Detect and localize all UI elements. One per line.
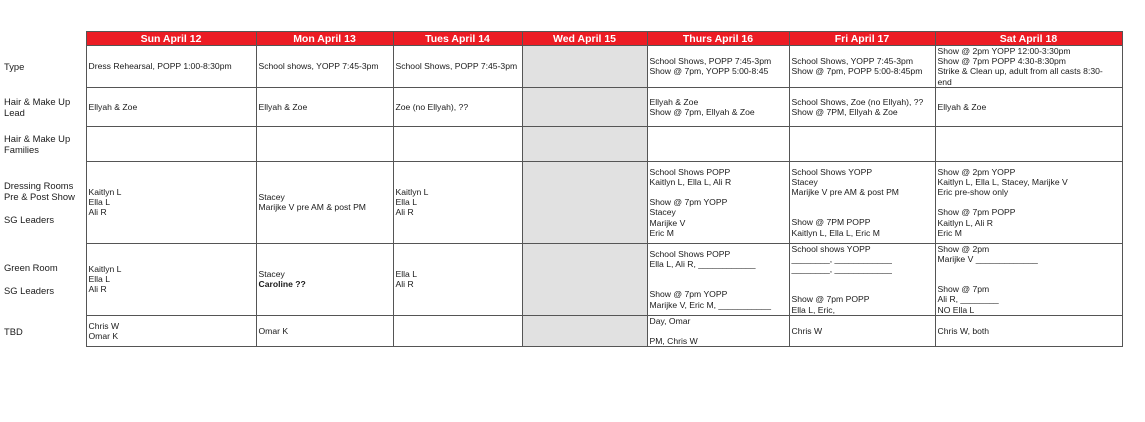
cell-line: Show @ 7pm POPP: [791, 294, 870, 305]
cell-line: Ali R: [395, 207, 414, 218]
cell-hair-sun: [86, 87, 256, 126]
row-label-type: [0, 46, 86, 88]
cell-spacer: [650, 326, 787, 336]
cell-hair-tue: [393, 87, 522, 126]
cell-hair-fri: [789, 87, 935, 126]
day-header-sun: Sun April 12: [86, 32, 256, 46]
cell-line: School Shows POPP: [649, 166, 731, 177]
cell-dress-wed: [522, 161, 647, 243]
cell-type-thu: [647, 46, 789, 88]
cell-green-wed: [522, 243, 647, 315]
row-label-green: [0, 243, 86, 315]
row-label-line: Families: [4, 143, 39, 155]
cell-spacer: [650, 269, 787, 279]
cell-line: Ali R, ________: [937, 294, 999, 305]
cell-tbd-mon: [256, 315, 393, 346]
cell-line: Marijke V: [649, 217, 686, 228]
cell-fam-tue: [393, 126, 522, 161]
row-label-tbd: [0, 315, 86, 346]
row-label-line: Hair & Make Up: [4, 132, 71, 144]
cell-line: Kaitlyn L, Ella L, Stacey, Marijke V: [937, 176, 1068, 187]
cell-green-sun: [86, 243, 256, 315]
cell-spacer: [938, 264, 1120, 274]
cell-green-mon: [256, 243, 393, 315]
row-label-line: SG Leaders: [4, 285, 55, 297]
row-label-line: Dressing Rooms: [4, 179, 74, 191]
cell-spacer: [650, 187, 787, 197]
cell-spacer: [792, 197, 933, 207]
cell-spacer: [650, 279, 787, 289]
cell-line: Stacey: [258, 269, 285, 280]
cell-line: Day, Omar: [649, 315, 691, 326]
cell-line: Show @ 2pm YOPP 12:00-3:30pm: [937, 46, 1071, 56]
cell-line: Kaitlyn L, Ali R: [937, 217, 993, 228]
cell-dress-mon: [256, 161, 393, 243]
cell-fam-thu: [647, 126, 789, 161]
cell-line: Ella L: [88, 274, 110, 285]
cell-line: Zoe (no Ellyah), ??: [395, 101, 469, 112]
cell-spacer: [938, 274, 1120, 284]
cell-spacer: [792, 284, 933, 294]
cell-line: School Shows, POPP 7:45-3pm: [649, 56, 772, 67]
row-label-fam: [0, 126, 86, 161]
cell-line: Show @ 2pm YOPP: [937, 166, 1016, 177]
cell-line: Kaitlyn L: [395, 187, 429, 197]
cell-line: Show @ 7pm POPP 4:30-8:30pm: [937, 56, 1066, 67]
cell-line: Stacey: [258, 192, 285, 203]
row-hair: [0, 87, 1122, 126]
cell-type-sat: [935, 46, 1122, 88]
cell-type-mon: [256, 46, 393, 88]
day-header-fri: Fri April 17: [789, 32, 935, 46]
cell-line: Omar K: [258, 325, 289, 336]
cell-line: Marijke V pre AM & post PM: [791, 187, 899, 198]
cell-line: Show @ 7pm: [937, 284, 990, 295]
cell-line: Ellyah & Zoe: [649, 96, 699, 107]
row-tbd: [0, 315, 1122, 346]
cell-line: Stacey: [791, 177, 818, 187]
cell-tbd-fri: [789, 315, 935, 346]
cell-line: Ella L: [395, 197, 417, 208]
cell-line: Show @ 7pm YOPP: [649, 289, 728, 300]
cell-line: Ali R: [88, 207, 107, 218]
cell-line: Kaitlyn L, Ella L, Ali R: [649, 176, 732, 187]
schedule-table: [0, 31, 1123, 347]
cell-line: Ella L, Eric,: [791, 304, 835, 315]
cell-green-thu: [647, 243, 789, 315]
row-label-line: Pre & Post Show: [4, 190, 75, 202]
cell-line: Stacey: [649, 207, 676, 218]
row-fam: [0, 126, 1122, 161]
row-label-line: Type: [4, 60, 25, 72]
cell-tbd-sun: [86, 315, 256, 346]
cell-green-sat: [935, 243, 1122, 315]
cell-spacer: [938, 197, 1120, 207]
cell-type-sun: [86, 46, 256, 88]
cell-line: Ella L, Ali R, ____________: [649, 259, 756, 270]
header-corner: [0, 32, 86, 46]
cell-fam-sun: [86, 126, 256, 161]
cell-line: Ella L: [88, 197, 110, 208]
cell-line: Ellyah & Zoe: [937, 101, 987, 112]
row-label-spacer: [4, 273, 84, 285]
cell-line: Show @ 7pm, POPP 5:00-8:45pm: [791, 66, 923, 77]
cell-line: Chris W: [791, 325, 823, 336]
cell-fam-wed: [522, 126, 647, 161]
cell-line: Eric M: [937, 227, 962, 238]
cell-fam-sat: [935, 126, 1122, 161]
cell-line: Show @ 7pm YOPP: [649, 197, 728, 208]
cell-line: Show @ 7pm, YOPP 5:00-8:45: [649, 66, 769, 77]
cell-dress-fri: [789, 161, 935, 243]
cell-line: Show @ 7pm POPP: [937, 207, 1016, 218]
cell-line: Eric pre-show only: [937, 187, 1009, 198]
cell-line: Show @ 7PM POPP: [791, 217, 871, 228]
day-header-sat: Sat April 18: [935, 32, 1122, 46]
cell-line: Ali R: [88, 284, 107, 295]
cell-line: ________, ____________: [791, 254, 892, 265]
cell-line: Kaitlyn L: [88, 264, 122, 275]
cell-line: Chris W, both: [937, 325, 990, 336]
cell-hair-mon: [256, 87, 393, 126]
cell-hair-wed: [522, 87, 647, 126]
cell-line: ________, ____________: [791, 264, 892, 275]
row-dress: [0, 161, 1122, 243]
cell-line: Strike & Clean up, adult from all casts 8:30-: [937, 66, 1103, 77]
day-header-mon: Mon April 13: [256, 32, 393, 46]
cell-line: Chris W: [88, 320, 120, 331]
cell-line: Ali R: [395, 279, 414, 290]
cell-tbd-wed: [522, 315, 647, 346]
row-label-line: Green Room: [4, 262, 58, 274]
row-green: [0, 243, 1122, 315]
row-label-spacer: [4, 202, 84, 214]
cell-line: Dress Rehearsal, POPP 1:00-8:30pm: [88, 61, 232, 72]
cell-spacer: [792, 274, 933, 284]
row-label-line: SG Leaders: [4, 213, 55, 225]
cell-line: School Shows YOPP: [791, 166, 873, 177]
cell-green-tue: [393, 243, 522, 315]
cell-line: Caroline ??: [258, 279, 306, 290]
day-header-tue: Tues April 14: [393, 32, 522, 46]
cell-line: Ellyah & Zoe: [88, 101, 138, 112]
cell-line: end: [937, 76, 952, 87]
cell-line: NO Ella L: [937, 304, 975, 315]
cell-line: Ellyah & Zoe: [258, 101, 308, 112]
cell-line: School Shows, POPP 7:45-3pm: [395, 61, 518, 72]
cell-dress-sun: [86, 161, 256, 243]
cell-dress-sat: [935, 161, 1122, 243]
cell-dress-thu: [647, 161, 789, 243]
cell-type-fri: [789, 46, 935, 88]
cell-line: Show @ 2pm: [937, 243, 990, 254]
cell-line: Kaitlyn L, Ella L, Eric M: [791, 227, 880, 238]
cell-line: School shows, YOPP 7:45-3pm: [258, 61, 379, 72]
cell-dress-tue: [393, 161, 522, 243]
row-label-dress: [0, 161, 86, 243]
cell-fam-mon: [256, 126, 393, 161]
cell-line: Marijke V, Eric M, ___________: [649, 299, 771, 310]
cell-line: Show @ 7PM, Ellyah & Zoe: [791, 106, 898, 117]
cell-fam-fri: [789, 126, 935, 161]
cell-hair-thu: [647, 87, 789, 126]
cell-type-wed: [522, 46, 647, 88]
header-row: [0, 32, 1122, 46]
cell-line: Ella L: [395, 269, 417, 280]
cell-line: Kaitlyn L: [88, 187, 122, 197]
cell-line: Eric M: [649, 227, 674, 238]
row-label-line: Hair & Make Up: [4, 95, 71, 107]
cell-tbd-tue: [393, 315, 522, 346]
cell-line: Marijke V pre AM & post PM: [258, 202, 366, 213]
cell-green-fri: [789, 243, 935, 315]
day-header-wed: Wed April 15: [522, 32, 647, 46]
cell-line: PM, Chris W: [649, 336, 698, 347]
cell-spacer: [792, 207, 933, 217]
row-type: [0, 46, 1122, 88]
day-header-thu: Thurs April 16: [647, 32, 789, 46]
cell-tbd-sat: [935, 315, 1122, 346]
row-label-line: Lead: [4, 106, 25, 118]
row-label-line: TBD: [4, 325, 23, 337]
cell-line: Marijke V _____________: [937, 254, 1038, 265]
cell-line: School shows YOPP: [791, 243, 871, 254]
cell-hair-sat: [935, 87, 1122, 126]
cell-type-tue: [393, 46, 522, 88]
cell-line: Show @ 7pm, Ellyah & Zoe: [649, 106, 755, 117]
cell-tbd-thu: [647, 315, 789, 346]
cell-line: School Shows POPP: [649, 248, 731, 259]
row-label-hair: [0, 87, 86, 126]
cell-line: School Shows, Zoe (no Ellyah), ??: [791, 96, 924, 107]
cell-line: School Shows, YOPP 7:45-3pm: [791, 56, 913, 67]
cell-line: Omar K: [88, 331, 119, 342]
